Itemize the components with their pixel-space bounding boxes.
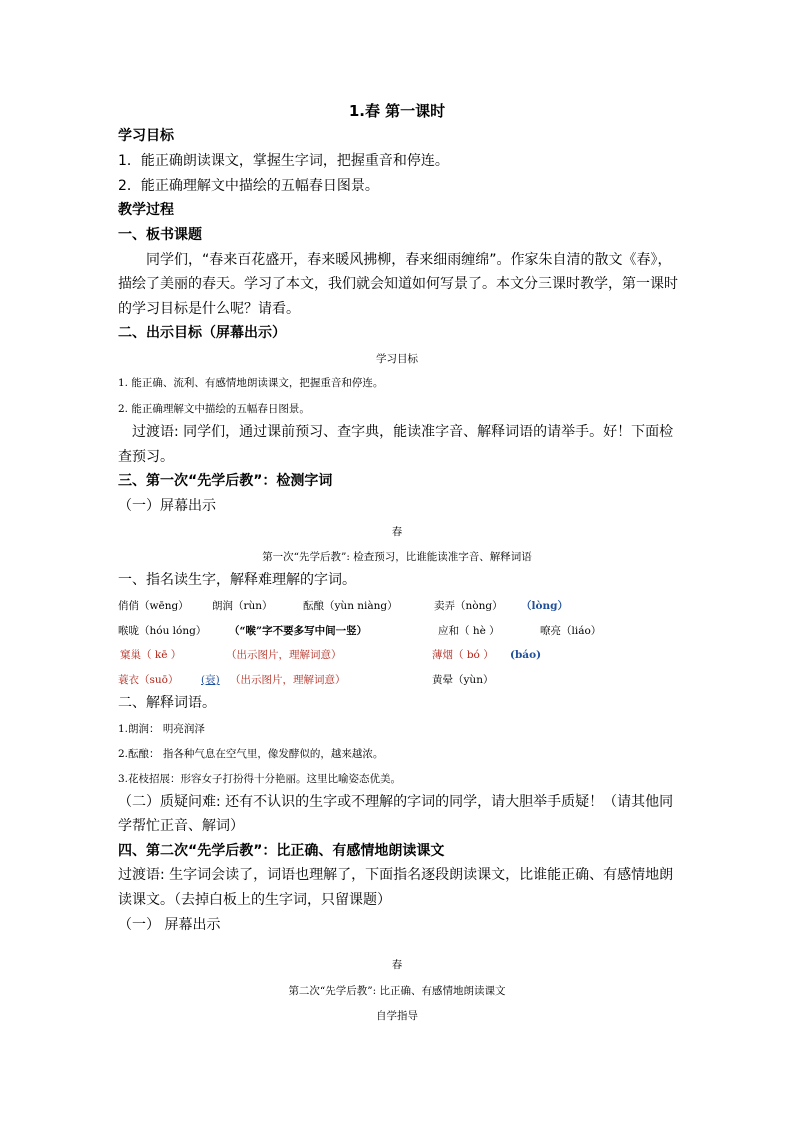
slide-1-title: 学习目标: [376, 353, 418, 365]
section-4-heading: 四、第二次“先学后教”：比正确、有感情地朗读课文: [118, 843, 445, 859]
word-entry: 嘹亮（liáo）: [540, 625, 602, 637]
section-3-heading: 三、第一次“先学后教”：检测字词: [118, 473, 333, 489]
word-entry: 黄晕（yùn）: [432, 674, 494, 686]
word-entry: 薄烟（ bó ）: [432, 649, 494, 661]
slide-1-line-2: 2. 能正确理解文中描绘的五幅春日图景。: [118, 403, 310, 415]
slide-3-subtitle: 第二次“先学后教”: 比正确、有感情地朗读课文: [288, 985, 506, 997]
word-entry: 朗润（rùn）: [212, 600, 273, 612]
word-alt-pronunciation: (báo): [510, 649, 542, 661]
word-entry: 俏俏（wēng）: [118, 600, 189, 612]
section-1-paragraph-line-2: 描绘了美丽的春天。学习了本文，我们就会知道如何写景了。本文分三课时教学，第一课时: [118, 276, 678, 292]
definition-1: 1.朗润： 明亮润泽: [118, 723, 205, 735]
goal-item-2: 2．能正确理解文中描绘的五幅春日图景。: [118, 178, 379, 194]
transition-1-line-1: 过渡语: 同学们，通过课前预习、查字典，能读准字音、解释词语的请举手。好！下面检: [132, 424, 674, 440]
word-row-1: [118, 596, 718, 616]
word-entry: 应和（ hè ）: [438, 625, 500, 637]
section-3-sub-1: （一）屏幕出示: [118, 498, 216, 514]
definition-2: 2.酝酿： 指各种气息在空气里，像发酵似的，越来越浓。: [118, 748, 384, 760]
word-entry: 蓑衣（suō）: [118, 674, 179, 686]
word-note: （“喉”字不要多写中间一竖）: [229, 625, 368, 637]
section-3-sub-2-line-1: （二）质疑问难: 还有不认识的生字或不理解的字词的同学，请大胆举手质疑！（请其他同: [118, 794, 674, 810]
section-1-paragraph-line-1: 同学们，“春来百花盛开，春来暖风拂柳，春来细雨缠绵”。作家朱自清的散文《春》，: [146, 252, 672, 268]
goals-heading: 学习目标: [118, 128, 174, 144]
slide-2-subtitle: 第一次“先学后教”: 检查预习，比谁能读准字音、解释词语: [262, 551, 532, 563]
word-row-4: [118, 670, 718, 690]
slide-3-title: 春: [391, 959, 403, 971]
goal-item-1: 1．能正确朗读课文，掌握生字词，把握重音和停连。: [118, 153, 449, 169]
word-entry: 卖弄（nòng）: [434, 600, 503, 612]
slide-2-title: 春: [391, 526, 403, 538]
section-3-sub-2-line-2: 学帮忙正音、解词）: [118, 818, 244, 834]
slide-3-guide: 自学指导: [376, 1010, 418, 1022]
section-1-heading: 一、板书课题: [118, 227, 202, 243]
section-1-paragraph-line-3: 的学习目标是什么呢？请看。: [118, 301, 300, 317]
transition-2-line-2: 读课文。（去掉白板上的生字词，只留课题）: [118, 892, 391, 908]
word-entry: 窠巢（ kē ）: [120, 649, 182, 661]
word-row-3: [118, 645, 718, 665]
section-3-item-2: 二、解释词语。: [118, 695, 216, 711]
word-note: （出示图片，理解词意）: [226, 649, 342, 661]
slide-1-line-1: 1. 能正确、流利、有感情地朗读课文，把握重音和停连。: [118, 377, 384, 389]
definition-3: 3.花枝招展：形容女子打扮得十分艳丽。这里比喻姿态优美。: [118, 773, 402, 785]
word-note: （出示图片，理解词意）: [230, 674, 346, 686]
transition-2-line-1: 过渡语: 生字词会读了，词语也理解了，下面指名逐段朗读课文，比谁能正确、有感情地朗: [118, 867, 674, 883]
transition-1-line-2: 查预习。: [118, 449, 174, 465]
similar-character: (衰): [201, 674, 220, 686]
section-2-heading: 二、出示目标（屏幕出示）: [118, 325, 286, 341]
word-row-2: [118, 621, 718, 641]
word-entry: 喉咙（hóu lóng）: [118, 625, 207, 637]
section-4-sub-1: （一） 屏幕出示: [118, 917, 221, 933]
word-alt-pronunciation: （lòng）: [521, 600, 568, 612]
process-heading: 教学过程: [118, 202, 174, 218]
word-entry: 酝酿（yùn niàng）: [303, 600, 398, 612]
section-3-item-1: 一、指名读生字，解释难理解的字词。: [118, 572, 356, 588]
page-title: 1.春 第一课时: [348, 102, 446, 120]
